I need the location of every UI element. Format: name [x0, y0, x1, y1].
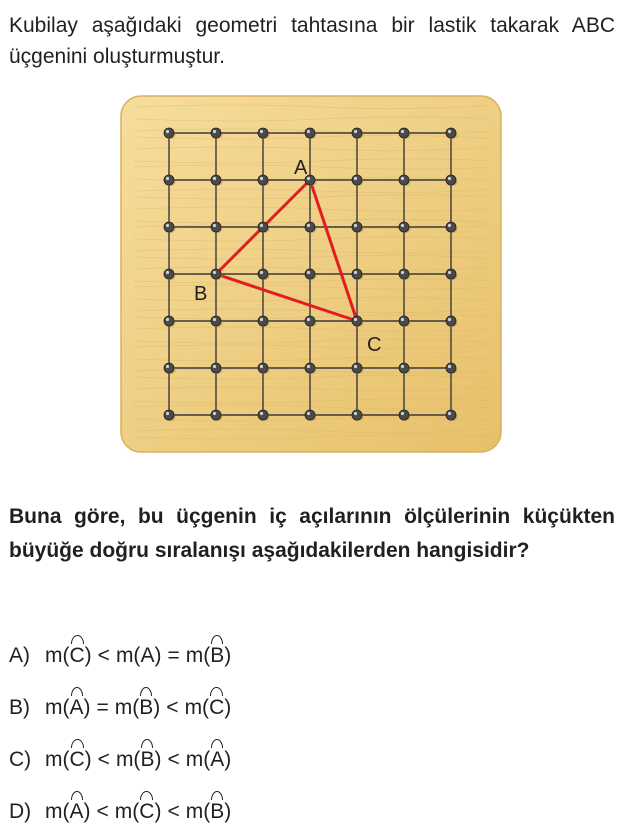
peg	[258, 363, 268, 373]
peg-highlight	[448, 177, 451, 180]
peg-highlight	[401, 224, 404, 227]
peg	[211, 410, 221, 420]
peg	[446, 269, 456, 279]
peg-highlight	[213, 365, 216, 368]
peg	[164, 410, 174, 420]
angle-vertex-c: C	[209, 696, 225, 719]
peg-highlight	[401, 130, 404, 133]
peg	[352, 410, 362, 420]
peg-highlight	[166, 177, 169, 180]
peg	[164, 222, 174, 232]
peg	[352, 269, 362, 279]
peg-highlight	[213, 224, 216, 227]
peg	[164, 175, 174, 185]
angle-vertex-a: A	[69, 800, 84, 823]
peg-highlight	[213, 318, 216, 321]
peg-highlight	[354, 412, 357, 415]
peg	[446, 410, 456, 420]
peg-highlight	[260, 412, 263, 415]
peg-highlight	[213, 412, 216, 415]
point-label-c: C	[367, 334, 382, 356]
peg	[258, 222, 268, 232]
peg	[211, 128, 221, 138]
option-letter: A)	[9, 644, 30, 667]
peg	[211, 363, 221, 373]
peg-highlight	[307, 412, 310, 415]
peg	[258, 316, 268, 326]
peg	[305, 363, 315, 373]
point-label-b: B	[194, 283, 208, 305]
peg-highlight	[307, 271, 310, 274]
peg-highlight	[307, 130, 310, 133]
angle-measure-close: )	[224, 696, 232, 719]
peg-highlight	[354, 271, 357, 274]
peg	[446, 316, 456, 326]
peg	[352, 222, 362, 232]
comparison-operator: <	[97, 748, 110, 771]
peg-highlight	[166, 130, 169, 133]
geoboard	[120, 95, 502, 453]
peg	[258, 128, 268, 138]
comparison-operator: =	[96, 696, 109, 719]
peg-highlight	[354, 365, 357, 368]
peg	[258, 269, 268, 279]
angle-measure-prefix: m(	[185, 800, 211, 823]
comparison-operator: <	[167, 748, 180, 771]
angle-vertex-a: A	[210, 748, 225, 771]
answer-options	[9, 630, 231, 838]
angle-measure-close: )	[84, 644, 92, 667]
peg-highlight	[307, 365, 310, 368]
peg	[211, 316, 221, 326]
peg	[399, 128, 409, 138]
peg	[446, 128, 456, 138]
peg-highlight	[448, 271, 451, 274]
peg-highlight	[166, 224, 169, 227]
option-b[interactable]	[9, 682, 231, 734]
geoboard-figure	[120, 95, 502, 453]
peg-highlight	[260, 177, 263, 180]
peg-highlight	[354, 130, 357, 133]
peg-highlight	[260, 271, 263, 274]
angle-measure-close: )	[83, 800, 91, 823]
peg-highlight	[213, 130, 216, 133]
peg	[211, 175, 221, 185]
peg-highlight	[401, 318, 404, 321]
peg-highlight	[260, 365, 263, 368]
angle-measure-close: )	[224, 800, 232, 823]
peg-highlight	[354, 318, 357, 321]
comparison-operator: <	[97, 644, 110, 667]
peg-highlight	[448, 224, 451, 227]
peg	[446, 222, 456, 232]
peg-highlight	[448, 365, 451, 368]
peg	[399, 316, 409, 326]
peg	[352, 175, 362, 185]
peg-highlight	[401, 365, 404, 368]
angle-measure-prefix: m(	[45, 800, 70, 823]
peg-highlight	[401, 271, 404, 274]
angle-measure-prefix: m(	[115, 644, 141, 667]
angle-vertex-c: C	[69, 644, 85, 667]
peg	[211, 269, 221, 279]
angle-measure-close: )	[84, 748, 92, 771]
comparison-operator: <	[167, 800, 180, 823]
peg-highlight	[354, 224, 357, 227]
angle-measure-prefix: m(	[115, 748, 141, 771]
peg	[305, 316, 315, 326]
peg	[352, 128, 362, 138]
angle-measure-prefix: m(	[114, 696, 140, 719]
comparison-operator: <	[166, 696, 179, 719]
comparison-operator: =	[167, 644, 180, 667]
intro-text: Kubilay aşağıdaki geometri tahtasına bir lastik takarak ABC üçgenini oluşturmuştur.	[9, 14, 615, 68]
angle-measure-prefix: m(	[114, 800, 140, 823]
option-letter: B)	[9, 696, 30, 719]
option-letter: C)	[9, 748, 32, 771]
angle-vertex-a: A	[140, 644, 155, 667]
angle-measure-prefix: m(	[45, 748, 70, 771]
angle-vertex-a: A	[69, 696, 84, 719]
peg-highlight	[307, 224, 310, 227]
angle-measure-close: )	[224, 644, 232, 667]
peg	[399, 363, 409, 373]
peg-highlight	[401, 412, 404, 415]
peg-highlight	[260, 130, 263, 133]
angle-vertex-c: C	[139, 800, 155, 823]
angle-measure-close: )	[154, 644, 162, 667]
peg	[352, 316, 362, 326]
peg-highlight	[166, 318, 169, 321]
peg-highlight	[166, 365, 169, 368]
peg-highlight	[166, 271, 169, 274]
question-text: Buna göre, bu üçgenin iç açılarının ölçülerinin küçükten büyüğe doğru sıralanışı aşağıdakilerden hangisidir?	[9, 505, 615, 562]
peg	[164, 363, 174, 373]
angle-measure-prefix: m(	[45, 696, 70, 719]
peg	[258, 410, 268, 420]
angle-vertex-b: B	[210, 644, 225, 667]
peg-highlight	[401, 177, 404, 180]
peg-highlight	[354, 177, 357, 180]
peg	[164, 316, 174, 326]
comparison-operator: <	[96, 800, 109, 823]
option-c[interactable]	[9, 734, 231, 786]
angle-vertex-b: B	[139, 696, 154, 719]
peg-highlight	[260, 224, 263, 227]
angle-measure-close: )	[154, 748, 162, 771]
peg	[211, 222, 221, 232]
angle-vertex-b: B	[140, 748, 155, 771]
peg	[164, 128, 174, 138]
peg	[399, 222, 409, 232]
angle-vertex-c: C	[69, 748, 85, 771]
peg-highlight	[448, 318, 451, 321]
peg	[258, 175, 268, 185]
peg-highlight	[448, 412, 451, 415]
peg-highlight	[448, 130, 451, 133]
angle-measure-prefix: m(	[45, 644, 70, 667]
peg-highlight	[307, 318, 310, 321]
peg	[399, 269, 409, 279]
angle-vertex-b: B	[210, 800, 225, 823]
peg-highlight	[213, 177, 216, 180]
angle-measure-prefix: m(	[184, 696, 210, 719]
peg	[399, 175, 409, 185]
peg-highlight	[213, 271, 216, 274]
peg	[446, 175, 456, 185]
angle-measure-close: )	[83, 696, 91, 719]
peg	[164, 269, 174, 279]
peg-highlight	[260, 318, 263, 321]
angle-measure-prefix: m(	[185, 644, 211, 667]
option-a[interactable]	[9, 630, 231, 682]
angle-measure-close: )	[224, 748, 232, 771]
option-d[interactable]	[9, 786, 231, 838]
option-letter: D)	[9, 800, 32, 823]
angle-measure-prefix: m(	[185, 748, 211, 771]
peg	[305, 269, 315, 279]
peg	[352, 363, 362, 373]
point-label-a: A	[294, 157, 308, 179]
peg	[305, 222, 315, 232]
angle-measure-close: )	[153, 696, 161, 719]
peg	[399, 410, 409, 420]
peg	[446, 363, 456, 373]
peg	[305, 128, 315, 138]
angle-measure-close: )	[154, 800, 162, 823]
peg-highlight	[166, 412, 169, 415]
peg	[305, 410, 315, 420]
peg-highlight	[307, 177, 310, 180]
